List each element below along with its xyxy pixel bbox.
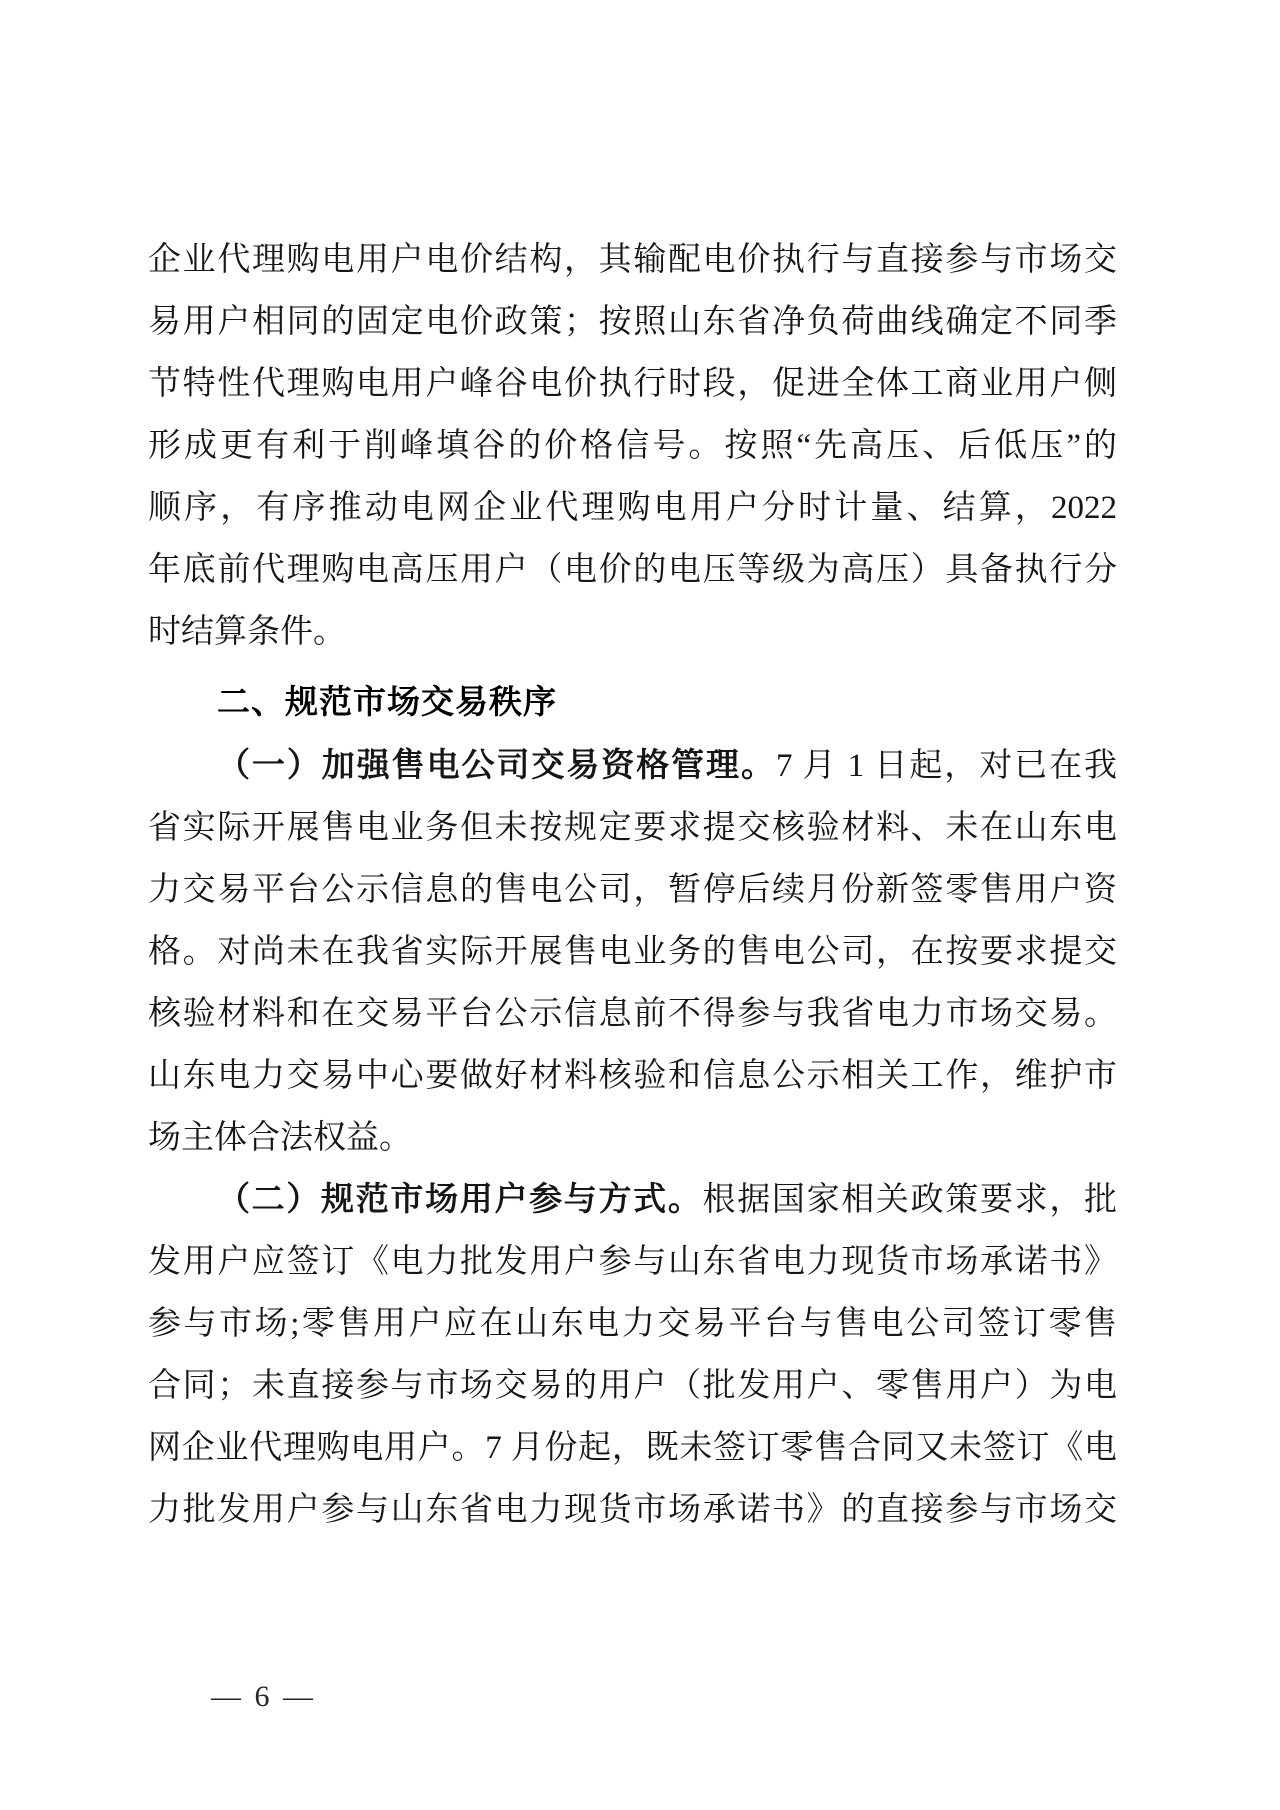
body-line: 网企业代理购电用户。7 月份起，既未签订零售合同又未签订《电 — [148, 1430, 1117, 1466]
paragraph-item-2 — [148, 1169, 1117, 1541]
body-line: 合同；未直接参与市场交易的用户（批发用户、零售用户）为电 — [148, 1368, 1117, 1404]
body-line: 力批发用户参与山东省电力现货市场承诺书》的直接参与市场交 — [148, 1492, 1117, 1528]
body-line-text: 根据国家相关政策要求，批 — [702, 1182, 1117, 1218]
body-line — [148, 735, 1117, 797]
body-line: 时结算条件。 — [148, 614, 346, 650]
section-heading: 二、规范市场交易秩序 — [217, 683, 557, 720]
body-line: 节特性代理购电用户峰谷电价执行时段，促进全体工商业用户侧 — [148, 366, 1117, 402]
paragraph-lead: （二）规范市场用户参与方式。 — [217, 1182, 703, 1218]
body-line — [148, 1169, 1117, 1231]
body-line: 格。对尚未在我省实际开展售电业务的售电公司，在按要求提交 — [148, 934, 1117, 970]
paragraph-item-1 — [148, 735, 1117, 1169]
page-number: — 6 — — [211, 1680, 316, 1713]
body-line: 年底前代理购电高压用户（电价的电压等级为高压）具备执行分 — [148, 552, 1117, 588]
body-line: 顺序，有序推动电网企业代理购电用户分时计量、结算，2022 — [148, 490, 1117, 526]
body-line: 核验材料和在交易平台公示信息前不得参与我省电力市场交易。 — [148, 996, 1117, 1032]
body-line: 参与市场;零售用户应在山东电力交易平台与售电公司签订零售 — [148, 1306, 1117, 1342]
body-line: 力交易平台公示信息的售电公司，暂停后续月份新签零售用户资 — [148, 872, 1117, 908]
document-body — [148, 229, 1117, 1541]
body-line-text: 7 月 1 日起，对已在我 — [775, 748, 1117, 784]
body-line: 形成更有利于削峰填谷的价格信号。按照“先高压、后低压”的 — [148, 428, 1117, 464]
paragraph-continuation — [148, 229, 1117, 663]
body-line: 场主体合法权益。 — [148, 1120, 412, 1156]
body-line: 发用户应签订《电力批发用户参与山东省电力现货市场承诺书》 — [148, 1244, 1117, 1280]
body-line: 山东电力交易中心要做好材料核验和信息公示相关工作，维护市 — [148, 1058, 1117, 1094]
body-line: 易用户相同的固定电价政策；按照山东省净负荷曲线确定不同季 — [148, 304, 1117, 340]
body-line: 省实际开展售电业务但未按规定要求提交核验材料、未在山东电 — [148, 810, 1117, 846]
paragraph-lead: （一）加强售电公司交易资格管理。 — [217, 748, 776, 784]
body-line: 企业代理购电用户电价结构，其输配电价执行与直接参与市场交 — [148, 242, 1117, 278]
